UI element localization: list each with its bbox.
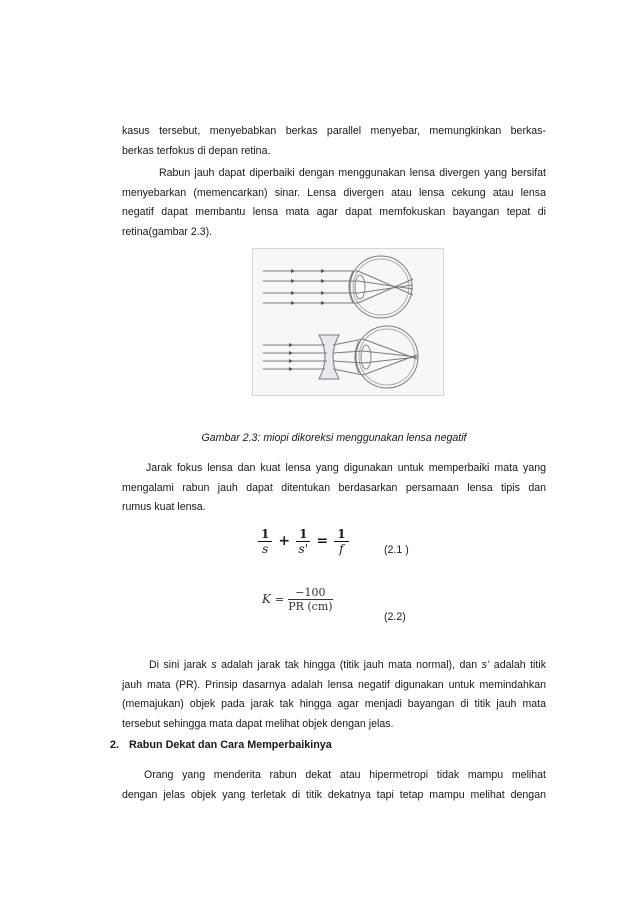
text-run: Di sini jarak <box>149 659 212 671</box>
light-ray <box>333 361 363 363</box>
eyeball-outline <box>356 326 418 388</box>
ray-arrows <box>291 269 295 305</box>
paragraph-3 <box>122 459 546 518</box>
text-run: adalah titik <box>489 659 546 671</box>
text-line: mengalami rabun jauh dapat ditentukan berdasarkan persamaan lensa tipis dan <box>122 481 546 494</box>
figure-myopia-correction <box>252 248 444 396</box>
denominator: s' <box>298 541 308 556</box>
text-line: Rabun jauh dapat diperbaiki dengan menggunakan lensa divergen yang bersifat <box>159 167 546 179</box>
numerator: −100 <box>288 586 332 600</box>
text-line: Jarak fokus lensa dan kuat lensa yang digunakan untuk memperbaiki mata yang <box>146 462 546 474</box>
equals-sign: = <box>274 592 285 606</box>
numerator: 1 <box>258 527 272 542</box>
eye-corrected <box>263 326 418 388</box>
concave-lens <box>319 335 339 379</box>
text-line: berkas terfokus di depan retina. <box>122 144 271 157</box>
text-line: Orang yang menderita rabun dekat atau hipermetropi tidak mampu melihat <box>144 769 546 781</box>
equation-number: (2.1 ) <box>384 544 409 556</box>
text-run: adalah jarak tak hingga (titik jauh mata normal), dan <box>216 659 482 671</box>
text-line <box>122 656 546 676</box>
paragraph-2 <box>122 164 546 242</box>
section-heading <box>110 739 332 751</box>
figure-caption: Gambar 2.3: miopi dikoreksi menggunakan lensa negatif <box>201 432 467 444</box>
fraction-lens-power <box>288 586 332 613</box>
text-line: jauh mata (PR). Prinsip dasarnya adalah lensa negatif digunakan untuk memindahkan <box>122 678 546 691</box>
denominator: f <box>339 541 344 556</box>
italic-s: s <box>211 659 217 671</box>
fraction-1-over-s <box>258 527 272 556</box>
eye-uncorrected <box>263 256 413 318</box>
numerator: 1 <box>296 527 310 542</box>
light-ray <box>333 351 363 353</box>
eye-lens <box>355 275 365 299</box>
lhs-k: K <box>262 592 271 606</box>
italic-s-prime: s’ <box>481 659 490 671</box>
paragraph-4 <box>122 656 546 734</box>
denominator: s <box>262 541 269 556</box>
equation-lens-power <box>262 580 342 618</box>
section-title: Rabun Dekat dan Cara Memperbaikinya <box>129 739 332 751</box>
fraction-1-over-f <box>334 527 348 556</box>
equation-thin-lens <box>258 521 368 561</box>
text-line: dengan jelas objek yang terletak di titik dekatnya tapi tetap mampu melihat dengan <box>122 788 546 801</box>
text-line: retina(gambar 2.3). <box>122 225 213 238</box>
text-line: rumus kuat lensa. <box>122 501 206 513</box>
section-number: 2. <box>110 739 120 751</box>
eye-lens <box>361 345 371 369</box>
eye-diagram <box>253 249 443 395</box>
denominator: PR (cm) <box>288 599 333 613</box>
numerator: 1 <box>334 527 348 542</box>
text-line: menyebarkan (memencarkan) sinar. Lensa divergen atau lensa cekung atau lensa <box>122 186 546 199</box>
text-line: tersebut sehingga mata dapat melihat objek dengan jelas. <box>122 717 394 730</box>
ray-arrows <box>289 343 293 371</box>
ray-arrows <box>321 269 325 305</box>
fraction-1-over-s-prime <box>296 527 310 556</box>
paragraph-1 <box>122 122 546 161</box>
eyeball-inner <box>359 329 415 385</box>
text-line: (memajukan) objek pada jarak tak hingga agar menjadi bayangan di titik jauh mata <box>122 698 546 710</box>
text-line: negatif dapat membantu lensa mata agar dapat memfokuskan bayangan tepat di <box>122 206 546 218</box>
paragraph-5 <box>122 766 546 805</box>
text-line: kasus tersebut, menyebabkan berkas parallel menyebar, memungkinkan berkas- <box>122 125 546 137</box>
equals-sign: = <box>316 533 329 549</box>
equation-number: (2.2) <box>384 611 406 623</box>
plus-sign: + <box>278 533 291 549</box>
